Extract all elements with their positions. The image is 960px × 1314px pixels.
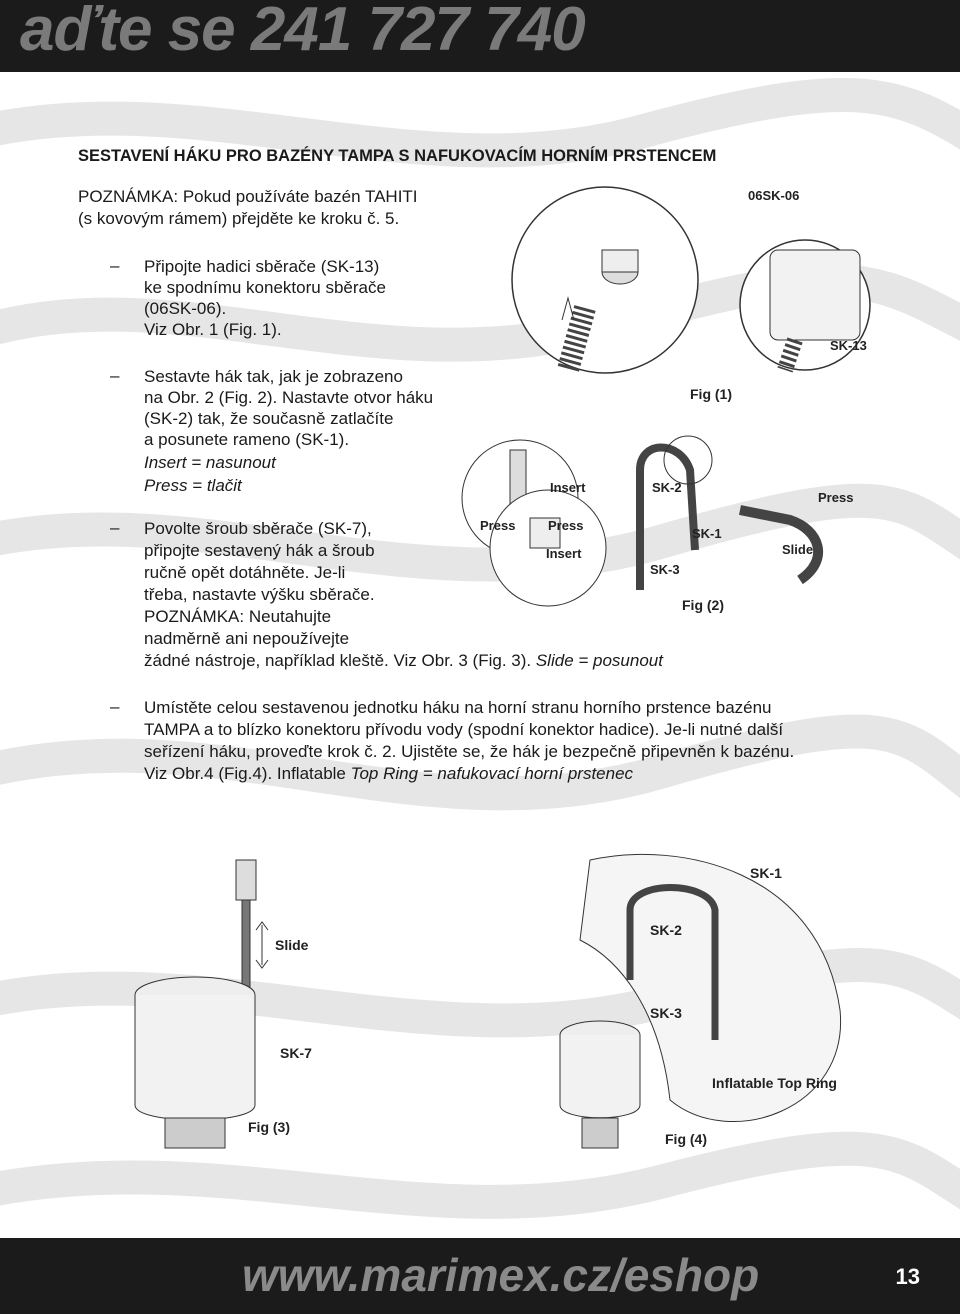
- fig2-sk3: SK-3: [650, 562, 680, 577]
- fig1-label-hose: SK-13: [830, 338, 867, 353]
- fig3-skimmer-body: [135, 995, 255, 1120]
- step-1-line-2: ke spodnímu konektoru sběrače: [144, 278, 386, 297]
- figure-4: [540, 850, 900, 1160]
- step-3-line-2: připojte sestavený hák a šroub: [144, 541, 375, 560]
- step-2-line-3: (SK-2) tak, že současně zatlačíte: [144, 409, 394, 428]
- step-4-text: Viz Obr.4 (Fig.4). Inflatable: [144, 764, 346, 783]
- fig2-press-mid: Press: [548, 518, 584, 533]
- note-line-1: POZNÁMKA: Pokud používáte bazén TAHITI: [78, 187, 418, 206]
- fig1-caption: Fig (1): [690, 386, 732, 402]
- figure-3: [120, 850, 400, 1150]
- header-phone: aďte se 241 727 740: [20, 0, 585, 64]
- fig1-detail-circle: [512, 187, 698, 373]
- step-4-line-1: Umístěte celou sestavenou jednotku háku na horní stranu horního prstence bazénu: [144, 698, 772, 717]
- step-3-line-6: nadměrně ani nepoužívejte: [144, 629, 350, 648]
- step-2-dash: –: [110, 366, 120, 385]
- fig1-connector-body: [602, 250, 638, 272]
- fig3-sk7: SK-7: [280, 1045, 312, 1061]
- step-2-line-2: na Obr. 2 (Fig. 2). Nastavte otvor háku: [144, 388, 434, 407]
- fig1-label-top: 06SK-06: [748, 188, 800, 203]
- fig2-sk1: SK-1: [692, 526, 722, 541]
- step-3-slide: Slide = posunout: [535, 651, 663, 670]
- step-1-line-1: Připojte hadici sběrače (SK-13): [144, 257, 380, 276]
- fig2-press-right: Press: [818, 490, 854, 505]
- page-number: 13: [895, 1264, 920, 1289]
- step-2-press: Press = tlačit: [144, 476, 242, 495]
- step-3-text: žádné nástroje, například kleště. Viz Obr. 3 (Fig. 3).: [144, 651, 532, 670]
- step-3-line-4: třeba, nastavte výšku sběrače.: [144, 585, 375, 604]
- fig3-rod: [242, 900, 250, 990]
- step-4-italic: Top Ring = nafukovací horní prstenec: [350, 764, 634, 783]
- fig4-sk3: SK-3: [650, 1005, 682, 1021]
- section-title: SESTAVENÍ HÁKU PRO BAZÉNY TAMPA S NAFUKOVACÍM HORNÍM PRSTENCEM: [78, 147, 717, 165]
- fig2-caption: Fig (2): [682, 597, 724, 613]
- fig4-caption: Fig (4): [665, 1131, 707, 1147]
- step-4-dash: –: [110, 697, 120, 716]
- step-4-line-4: [144, 763, 633, 784]
- step-2-line-4: a posunete rameno (SK-1).: [144, 430, 350, 449]
- step-4-line-2: TAMPA a to blízko konektoru přívodu vody (spodní konektor hadice). Je-li nutné další: [144, 720, 784, 739]
- step-3-line-5: POZNÁMKA: Neutahujte: [144, 607, 332, 626]
- step-3-line-3: ručně opět dotáhněte. Je-li: [144, 563, 346, 582]
- fig4-sk2: SK-2: [650, 922, 682, 938]
- note-line-2: (s kovovým rámem) přejděte ke kroku č. 5.: [78, 209, 400, 228]
- figure-2: [460, 430, 860, 620]
- fig4-bottom-connector: [582, 1118, 618, 1148]
- footer-bar: [0, 1238, 960, 1314]
- fig4-ring-label: Inflatable Top Ring: [712, 1075, 837, 1091]
- header-bar: [0, 0, 960, 72]
- fig2-sk2: SK-2: [652, 480, 682, 495]
- step-2-insert: Insert = nasunout: [144, 453, 276, 472]
- step-1-dash: –: [110, 256, 120, 275]
- fig2-insert: Insert: [550, 480, 586, 495]
- fig3-slide: Slide: [275, 937, 309, 953]
- fig3-bottom-connector: [165, 1118, 225, 1148]
- step-1-line-3: (06SK-06).: [144, 299, 227, 318]
- step-3-dash: –: [110, 518, 120, 537]
- step-1-line-4: Viz Obr. 1 (Fig. 1).: [144, 320, 282, 339]
- fig3-caption: Fig (3): [248, 1119, 290, 1135]
- step-3-line-1: Povolte šroub sběrače (SK-7),: [144, 519, 372, 538]
- fig2-insert-2: Insert: [546, 546, 582, 561]
- fig4-skimmer-body: [560, 1035, 640, 1118]
- fig2-slide: Slide: [782, 542, 814, 557]
- fig2-press-left: Press: [480, 518, 516, 533]
- step-2-line-1: Sestavte hák tak, jak je zobrazeno: [144, 367, 403, 386]
- fig3-slide-arrow: [256, 922, 268, 968]
- footer-url: www.marimex.cz/eshop: [242, 1249, 760, 1301]
- fig4-sk1: SK-1: [750, 865, 782, 881]
- step-3-line-7: [144, 650, 663, 671]
- fig3-clip: [236, 860, 256, 900]
- step-4-line-3: seřízení háku, proveďte krok č. 2. Ujistěte se, že hák je bezpečně připevněn k bazénu.: [144, 742, 795, 761]
- figure-1: [500, 180, 890, 410]
- fig1-skimmer-body: [770, 250, 860, 340]
